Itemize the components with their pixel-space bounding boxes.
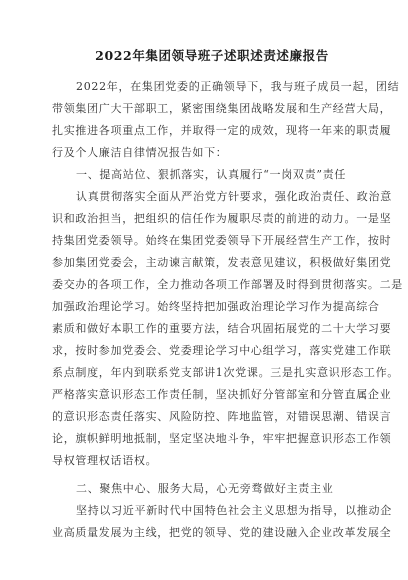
paragraph-line: 导权管理权话语权。 <box>52 454 158 467</box>
paragraph-line: 业高质量发展为主线，把党的领导、党的建设融入企业改革发展全 <box>52 526 392 539</box>
paragraph-line: 带领集团广大干部职工，紧密围绕集团战略发展和生产经营大局， <box>52 102 392 115</box>
paragraph-line: 识和政治担当，把组织的信任作为履职尽责的前进的动力。一是坚 <box>52 212 392 225</box>
paragraph-line: 2022年，在集团党委的正确领导下，我与班子成员一起，团结 <box>76 80 400 93</box>
paragraph-line: 行及个人廉洁自律情况报告如下： <box>52 146 228 159</box>
paragraph-line: 论，旗帜鲜明地抵制，坚定坚决地斗争，牢牢把握意识形态工作领 <box>52 432 392 445</box>
paragraph-line: 的意识形态责任落实、风险防控、阵地监管，对错误思潮、错误言 <box>52 410 392 423</box>
paragraph-line: 求，按时参加党委会、党委理论学习中心组学习，落实党建工作联 <box>52 344 392 357</box>
paragraph-line: 系点制度，年内到联系党支部讲1次党课。三是扎实意识形态工作。 <box>52 366 399 379</box>
paragraph-line: 严格落实意识形态工作责任制，坚决抓好分管部室和分管直属企业 <box>52 388 392 401</box>
document-title: 2022年集团领导班子述职述责述廉报告 <box>95 48 329 63</box>
paragraph-line: 素质和做好本职工作的重要方法，结合巩固拓展党的二十大学习要 <box>52 322 392 335</box>
section-heading-2: 二、聚焦中心、服务大局，心无旁骛做好主责主业 <box>76 482 334 495</box>
paragraph-line: 扎实推进各项重点工作，并取得一定的成效，现将一年来的职责履 <box>52 124 392 137</box>
paragraph-line: 坚持以习近平新时代中国特色社会主义思想为指导，以推动企 <box>76 504 392 517</box>
paragraph-line: 认真贯彻落实全面从严治党方针要求，强化政治责任、政治意 <box>76 190 392 203</box>
paragraph-line: 委交办的各项工作，全力推动各项工作部署及时得到贯彻落实。二是 <box>52 278 403 291</box>
section-heading-1: 一、提高站位、狠抓落实，认真履行“一岗双责”责任 <box>76 168 347 181</box>
paragraph-line: 参加集团党委会，主动谏言献策，发表意见建议，积极做好集团党 <box>52 256 392 269</box>
paragraph-line: 加强政治理论学习。始终坚持把加强政治理论学习作为提高综合 <box>52 300 380 313</box>
paragraph-line: 持集团党委领导。始终在集团党委领导下开展经营生产工作，按时 <box>52 234 392 247</box>
